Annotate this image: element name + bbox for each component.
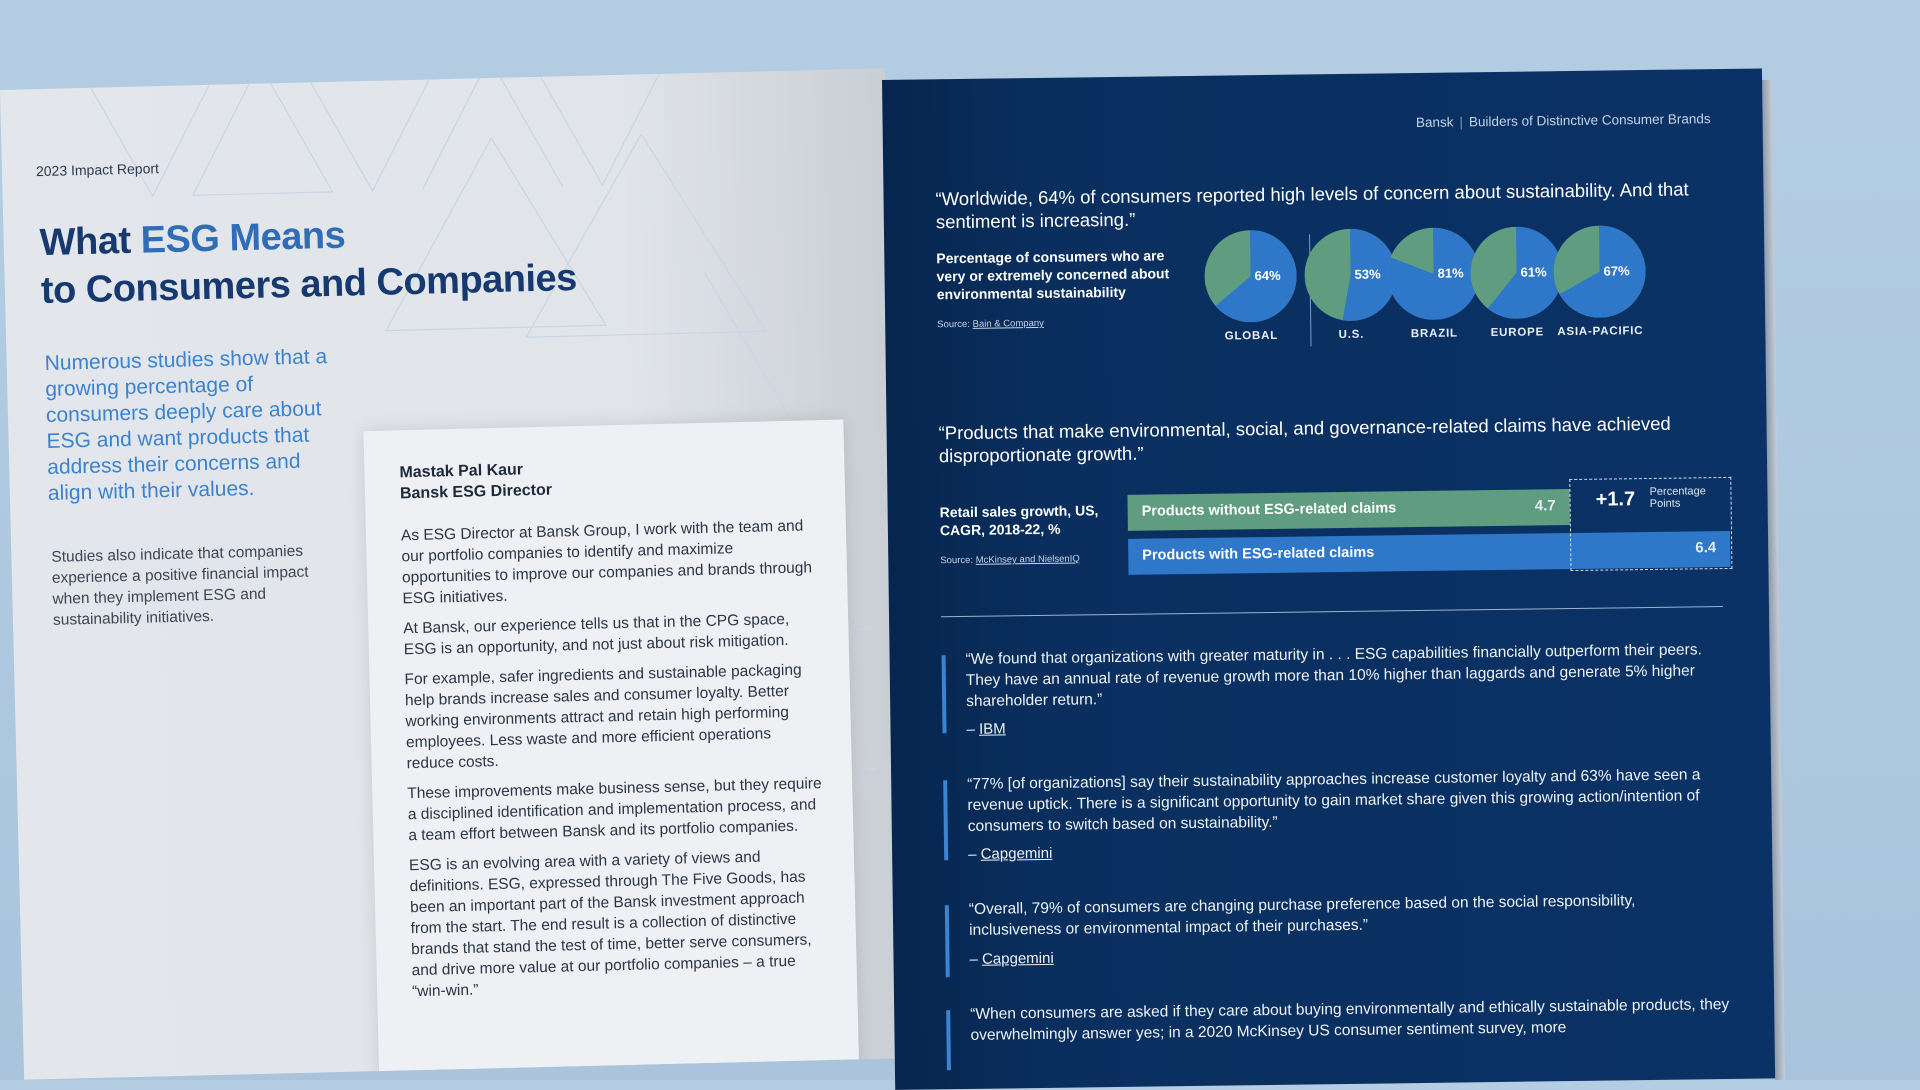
- quote-source: [966, 720, 1005, 738]
- quote-block: [945, 889, 1736, 979]
- quote-dash: –: [966, 720, 980, 738]
- source-note: [940, 553, 1080, 566]
- quote-source: [969, 950, 1053, 968]
- source-note: [937, 318, 1044, 330]
- source-link[interactable]: Bain & Company: [972, 317, 1044, 330]
- difference-unit: Percentage Points: [1649, 485, 1706, 510]
- quote-block: [941, 639, 1732, 739]
- pie-europe: [1470, 226, 1563, 319]
- left-page: [0, 68, 909, 1079]
- source-prefix: Source:: [937, 318, 973, 331]
- pie-region-label: U.S.: [1338, 328, 1365, 342]
- report-label: 2023 Impact Report: [35, 160, 160, 180]
- quote-text: “When consumers are asked if they care about buying environmentally and ethically sustainable products, they overwhelmingly answer yes; in a 2020 McKinsey US consumer sentiment survey, more: [970, 995, 1730, 1044]
- header-tagline: Builders of Distinctive Consumer Brands: [1468, 111, 1711, 130]
- quote-dash: –: [969, 950, 983, 968]
- sub-paragraph: Studies also indicate that companies experience a positive financial impact when they implement ESG and sustainability initiatives.: [51, 542, 309, 629]
- difference-value: +1.7: [1595, 488, 1636, 511]
- quote-text: “Overall, 79% of consumers are changing purchase preference based on the social responsibility, inclusiveness or environmental impact of their purchases.”: [968, 892, 1636, 939]
- source-prefix: Source:: [940, 554, 976, 567]
- bar-without-esg: [1127, 489, 1570, 531]
- quote-accent-bar: [945, 905, 950, 977]
- title-part: What: [39, 219, 142, 265]
- pie-region-label: ASIA-PACIFIC: [1557, 325, 1644, 339]
- quote-text: “77% [of organizations] say their sustainability approaches increase customer loyalty and 63% have seen a revenue uptick. There is a significant opportunity to gain market share given this growing action/intention of consumers to switch based on sustainability.”: [967, 766, 1701, 835]
- pie-region-label: GLOBAL: [1224, 329, 1279, 343]
- pie-percent-label: 64%: [1254, 267, 1281, 284]
- quote-dash: –: [968, 845, 981, 863]
- letter-paragraph: ESG is an evolving area with a variety of views and definitions. ESG, expressed through The Five Goods, has been an important part of the Bansk investment approach from the start. The end result is a collection of distinctive brands that stand the test of time, better serve consumers, and drive more value at our portfolio companies – a true “win-win.”: [408, 848, 812, 1001]
- pie-value-slice: [1387, 227, 1480, 320]
- bar-chart-label: Retail sales growth, US, CAGR, 2018-22, %: [939, 502, 1099, 539]
- quote-source: [968, 845, 1052, 863]
- author-name: Mastak Pal Kaur: [399, 461, 524, 482]
- pie-percent-label: 81%: [1437, 265, 1464, 281]
- letter-paragraph: At Bansk, our experience tells us that in the CPG space, ESG is an opportunity, and not just about risk mitigation.: [403, 610, 790, 659]
- pie-percent-label: 67%: [1603, 263, 1630, 279]
- letter-body: [401, 515, 828, 1011]
- quote-block: [943, 764, 1734, 864]
- quote-accent-bar: [942, 655, 947, 733]
- quote-accent-bar: [946, 1010, 951, 1070]
- header-brand: Bansk: [1415, 114, 1454, 131]
- letter-paragraph: For example, safer ingredients and sustainable packaging help brands increase sales and consumer loyalty. Better working environments attract and retain high performing employees. Less waste and more efficient operations reduce costs.: [404, 661, 802, 773]
- quote-accent-bar: [943, 780, 948, 860]
- lead-paragraph: Numerous studies show that a growing percentage of consumers deeply care about ESG and want products that address their concerns and align with their values.: [44, 345, 328, 505]
- title-accent: ESG Means: [140, 214, 346, 262]
- quote-source-link[interactable]: IBM: [978, 720, 1006, 738]
- pie-percent-label: 61%: [1520, 264, 1547, 280]
- pie-global: [1204, 230, 1297, 323]
- quote-block: [946, 994, 1737, 1064]
- quote-source-link[interactable]: Capgemini: [980, 844, 1053, 863]
- page-title: [39, 206, 577, 315]
- pie-region-label: BRAZIL: [1410, 327, 1458, 341]
- pie-percent-label: 53%: [1354, 266, 1381, 282]
- bar-value-label: 6.4: [1695, 539, 1717, 557]
- source-link[interactable]: McKinsey and NielsenIQ: [975, 553, 1080, 566]
- bar-category-label: Products with ESG-related claims: [1142, 544, 1375, 564]
- quote-text: “We found that organizations with greater maturity in . . . ESG capabilities financially outperform their peers. They have an annual rate of revenue growth more than 10% higher than laggards and generate 5% higher shareholder return.”: [965, 641, 1702, 710]
- author-role: Bansk ESG Director: [399, 481, 553, 503]
- page-header: [1416, 111, 1711, 130]
- growth-quote: “Products that make environmental, social, and governance-related claims have achieved disproportionate growth.”: [938, 412, 1671, 467]
- sustainability-quote: “Worldwide, 64% of consumers reported high levels of concern about sustainability. And that sentiment is increasing.”: [935, 178, 1689, 233]
- title-part: to Consumers and Companies: [40, 256, 578, 313]
- section-divider: [941, 606, 1723, 617]
- author-block: [399, 459, 552, 505]
- pie-region-label: EUROPE: [1490, 326, 1545, 340]
- director-letter-card: [363, 419, 859, 1079]
- bar-value-label: 4.7: [1534, 497, 1556, 515]
- right-page: [882, 68, 1775, 1089]
- letter-paragraph: These improvements make business sense, but they require a disciplined identification and implementation process, and a team effort between Bansk and its portfolio companies.: [407, 775, 822, 845]
- header-separator: |: [1459, 114, 1464, 130]
- bar-category-label: Products without ESG-related claims: [1141, 500, 1397, 520]
- letter-paragraph: As ESG Director at Bansk Group, I work with the team and our portfolio companies to identify and maximize opportunities to improve our companies and brands through ESG initiatives.: [400, 517, 813, 608]
- pie-asia-pacific: [1553, 225, 1646, 318]
- quote-source-link[interactable]: Capgemini: [981, 949, 1054, 968]
- pie-chart-label: Percentage of consumers who are very or extremely concerned about environmental sustainability: [936, 247, 1170, 303]
- pie-brazil: [1387, 227, 1480, 320]
- pie-u-s-: [1304, 228, 1397, 321]
